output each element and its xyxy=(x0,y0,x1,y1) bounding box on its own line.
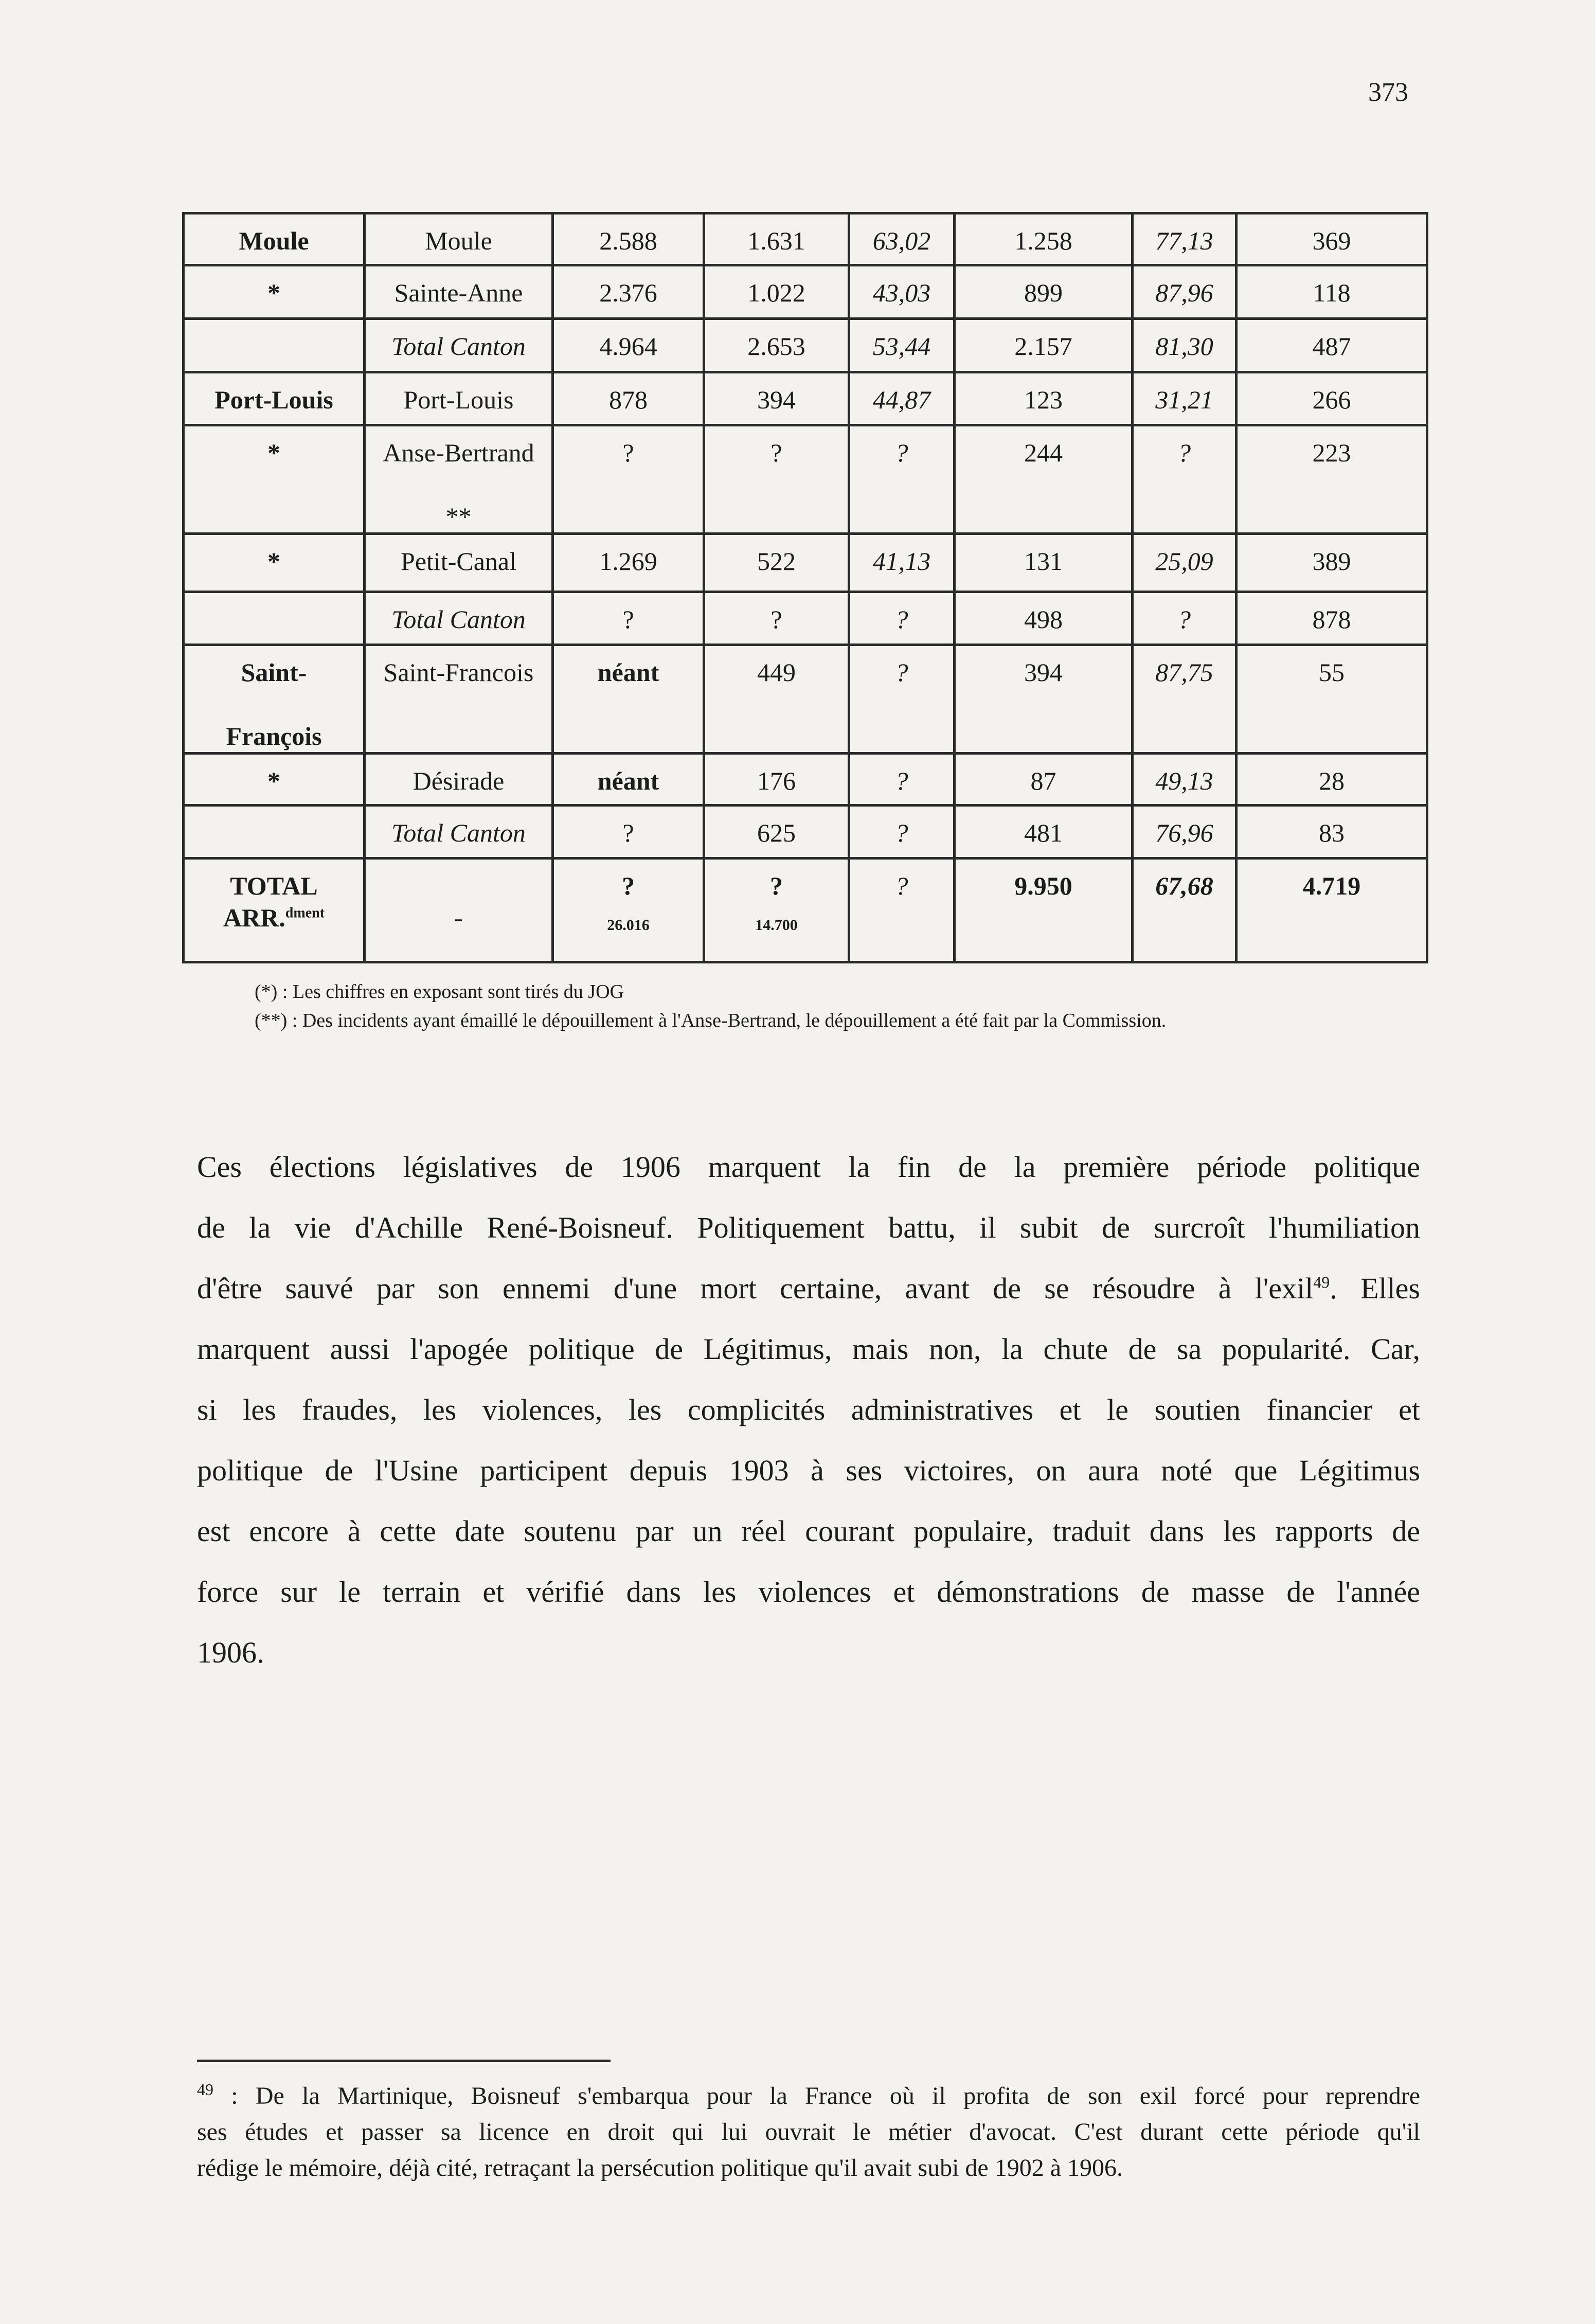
table-cell xyxy=(849,534,955,592)
cell-value: 67,68 xyxy=(1155,871,1213,900)
cell-value: ? xyxy=(895,818,908,847)
table-cell xyxy=(184,265,365,319)
table-cell xyxy=(1236,265,1427,319)
table-cell xyxy=(1133,319,1236,372)
cell-value: 1.631 xyxy=(747,226,805,255)
table-row xyxy=(184,213,1427,265)
table-row xyxy=(184,592,1427,645)
cell-value: ? xyxy=(622,438,634,467)
paragraph-line: marquent aussi l'apogée politique de Légitimus, mais non, la chute de sa popularité. Car, xyxy=(197,1332,1420,1366)
table-cell xyxy=(1236,534,1427,592)
cell-value: 394 xyxy=(1024,658,1063,687)
table-cell xyxy=(553,319,704,372)
table-row xyxy=(184,425,1427,534)
table-row xyxy=(184,754,1427,806)
table-cell xyxy=(704,213,849,265)
cell-value: 522 xyxy=(757,547,796,576)
table-cell xyxy=(1133,372,1236,425)
footnote-separator xyxy=(197,2060,611,2062)
table-cell xyxy=(704,372,849,425)
cell-value: 49,13 xyxy=(1155,766,1213,795)
table-cell xyxy=(955,213,1133,265)
table-cell xyxy=(849,592,955,645)
cell-value: Total Canton xyxy=(391,332,526,361)
table-cell xyxy=(955,534,1133,592)
cell-value: 87,96 xyxy=(1155,278,1213,307)
table-cell xyxy=(849,213,955,265)
paragraph-line: force sur le terrain et vérifié dans les violences et démonstrations de masse de l'année xyxy=(197,1575,1420,1608)
paragraph-line: Ces élections législatives de 1906 marquent la fin de la première période politique xyxy=(197,1150,1420,1184)
paragraph-line: de la vie d'Achille René-Boisneuf. Politiquement battu, il subit de surcroît l'humiliation xyxy=(197,1211,1420,1244)
cell-value: Petit-Canal xyxy=(401,547,516,576)
table-cell xyxy=(184,425,365,534)
table-cell xyxy=(365,425,553,534)
table-cell xyxy=(553,645,704,754)
cell-value: 87 xyxy=(1030,766,1056,795)
table-cell xyxy=(1133,754,1236,806)
table-cell xyxy=(1133,213,1236,265)
cell-value: 31,21 xyxy=(1155,385,1213,414)
table-cell xyxy=(553,592,704,645)
table-cell xyxy=(1236,213,1427,265)
table-cell xyxy=(184,859,365,962)
cell-value: ? xyxy=(895,438,908,467)
cell-value: Port-Louis xyxy=(214,385,333,414)
cell-value: Saint-Francois xyxy=(383,658,534,687)
cell-value: 1.269 xyxy=(599,547,657,576)
cell-value: ? xyxy=(622,605,634,634)
table-cell xyxy=(849,806,955,859)
table-cell xyxy=(1236,859,1427,962)
table-cell xyxy=(1133,534,1236,592)
table-row xyxy=(184,859,1427,962)
table-cell xyxy=(553,859,704,962)
table-cell xyxy=(704,319,849,372)
cell-value: 2.157 xyxy=(1014,332,1072,361)
table-cell xyxy=(365,265,553,319)
cell-value: 41,13 xyxy=(872,547,931,576)
cell-value: ? xyxy=(622,818,634,847)
cell-value: 76,96 xyxy=(1155,818,1213,847)
table-cell xyxy=(704,425,849,534)
cell-value: * xyxy=(267,278,280,307)
table-cell xyxy=(955,592,1133,645)
cell-value: ? xyxy=(622,871,635,900)
table-cell xyxy=(1236,425,1427,534)
cell-value: ? xyxy=(895,658,908,687)
table-cell xyxy=(704,592,849,645)
paragraph-line: 1906. xyxy=(197,1636,264,1669)
table-notes xyxy=(255,977,1166,1035)
table-cell xyxy=(704,645,849,754)
table-cell xyxy=(955,645,1133,754)
table-cell xyxy=(704,265,849,319)
table-cell xyxy=(1133,645,1236,754)
footnote-number: 49 xyxy=(197,2080,213,2099)
cell-value: néant xyxy=(597,658,659,687)
cell-value: 2.653 xyxy=(747,332,805,361)
cell-value: 2.588 xyxy=(599,226,657,255)
cell-value: ? xyxy=(770,605,782,634)
table-cell xyxy=(849,425,955,534)
cell-value: Désirade xyxy=(413,766,505,795)
cell-value: Sainte-Anne xyxy=(394,278,523,307)
table-cell xyxy=(704,754,849,806)
cell-value: ? xyxy=(1178,438,1191,467)
cell-value: TOTAL ARR. xyxy=(223,871,318,932)
cell-value: Anse-Bertrand ** xyxy=(383,438,534,531)
cell-value: 123 xyxy=(1024,385,1063,414)
cell-value: 498 xyxy=(1024,605,1063,634)
cell-superscript: dment xyxy=(285,905,325,921)
table-cell xyxy=(553,265,704,319)
cell-value: Port-Louis xyxy=(403,385,514,414)
cell-value: 266 xyxy=(1312,385,1351,414)
paragraph-line: politique de l'Usine participent depuis 1903 à ses victoires, on aura noté que Légitimus xyxy=(197,1454,1420,1487)
table-cell xyxy=(1236,754,1427,806)
cell-value: 44,87 xyxy=(872,385,931,414)
cell-value: 244 xyxy=(1024,438,1063,467)
table-cell xyxy=(365,592,553,645)
body-paragraph xyxy=(197,1137,1420,1683)
cell-value: 77,13 xyxy=(1155,226,1213,255)
cell-value: ? xyxy=(895,871,908,900)
cell-value: 28 xyxy=(1319,766,1345,795)
table-cell xyxy=(849,859,955,962)
table-row xyxy=(184,534,1427,592)
cell-secondary-value: 26.016 xyxy=(607,917,650,934)
table-cell xyxy=(955,806,1133,859)
cell-value: 43,03 xyxy=(872,278,931,307)
cell-value: 1.258 xyxy=(1014,226,1072,255)
table-cell xyxy=(1236,806,1427,859)
cell-value: Total Canton xyxy=(391,818,526,847)
table-cell xyxy=(365,534,553,592)
table-cell xyxy=(849,372,955,425)
table-cell xyxy=(553,534,704,592)
table-cell xyxy=(184,806,365,859)
table-cell xyxy=(365,319,553,372)
table-cell xyxy=(184,534,365,592)
table-cell xyxy=(955,425,1133,534)
cell-value: 625 xyxy=(757,818,796,847)
footnote-line: rédige le mémoire, déjà cité, retraçant la persécution politique qu'il avait subi de 1902 à 1906. xyxy=(197,2154,1123,2182)
footnote xyxy=(197,2078,1420,2186)
footnote-reference[interactable]: 49 xyxy=(1313,1273,1330,1292)
cell-value: 87,75 xyxy=(1155,658,1213,687)
table-cell xyxy=(1236,319,1427,372)
table-cell xyxy=(849,319,955,372)
table-cell xyxy=(553,425,704,534)
paragraph-line: est encore à cette date soutenu par un réel courant populaire, traduit dans les rapports de xyxy=(197,1514,1420,1548)
cell-value: Total Canton xyxy=(391,605,526,634)
cell-value: 4.964 xyxy=(599,332,657,361)
table-cell xyxy=(704,534,849,592)
table-cell xyxy=(553,754,704,806)
footnote-line: ses études et passer sa licence en droit qui lui ouvrait le métier d'avocat. C'est durant cette période qu'il xyxy=(197,2118,1420,2146)
cell-value: 878 xyxy=(1312,605,1351,634)
cell-value: ? xyxy=(770,438,782,467)
table-note: (**) : Des incidents ayant émaillé le dépouillement à l'Anse-Bertrand, le dépouillement a été fait par la Commission. xyxy=(255,1010,1167,1031)
cell-value: 487 xyxy=(1312,332,1351,361)
cell-value: 55 xyxy=(1319,658,1345,687)
table-cell xyxy=(1133,859,1236,962)
cell-value: 9.950 xyxy=(1014,871,1072,900)
cell-value: 369 xyxy=(1312,226,1351,255)
footnote-line: $^{49}$ : De la Martinique, Boisneuf s'embarqua pour la France où il profita de son exil forcé pour reprendre xyxy=(197,2080,1420,2110)
cell-value: 389 xyxy=(1312,547,1351,576)
cell-value: 481 xyxy=(1024,818,1063,847)
cell-value: 223 xyxy=(1312,438,1351,467)
cell-value: 878 xyxy=(609,385,648,414)
table-cell xyxy=(365,645,553,754)
table-cell xyxy=(955,754,1133,806)
cell-value: 1.022 xyxy=(747,278,805,307)
table-cell xyxy=(365,859,553,962)
table-cell xyxy=(553,372,704,425)
paragraph-line: si les fraudes, les violences, les complicités administratives et le soutien financier et xyxy=(197,1393,1420,1426)
cell-value: 25,09 xyxy=(1155,547,1213,576)
table-row xyxy=(184,372,1427,425)
cell-value: 81,30 xyxy=(1155,332,1213,361)
page-number: 373 xyxy=(1368,78,1408,107)
paragraph-line xyxy=(197,1258,1420,1319)
table-cell xyxy=(1133,806,1236,859)
table-cell xyxy=(955,319,1133,372)
cell-value: 4.719 xyxy=(1302,871,1361,900)
cell-value: ? xyxy=(1178,605,1191,634)
table-cell xyxy=(1236,372,1427,425)
paragraph-text: d'être sauvé par son ennemi d'une mort certaine, avant de se résoudre à l'exil xyxy=(197,1272,1314,1305)
cell-value: ? xyxy=(895,766,908,795)
cell-value: néant xyxy=(597,766,659,795)
table-cell xyxy=(184,319,365,372)
cell-value: 449 xyxy=(757,658,796,687)
paragraph-text: . Elles xyxy=(1330,1272,1420,1305)
table-cell xyxy=(955,265,1133,319)
table-cell xyxy=(955,859,1133,962)
table-cell xyxy=(704,806,849,859)
cell-secondary-value: 14.700 xyxy=(755,917,798,934)
table-cell xyxy=(553,213,704,265)
table-cell xyxy=(365,806,553,859)
cell-value: ? xyxy=(895,605,908,634)
cell-value: 2.376 xyxy=(599,278,657,307)
cell-value: ? xyxy=(770,871,783,900)
table-row xyxy=(184,265,1427,319)
table-cell xyxy=(849,754,955,806)
table-row xyxy=(184,319,1427,372)
cell-value: Moule xyxy=(239,226,309,255)
table-cell xyxy=(849,645,955,754)
cell-value: Saint- François xyxy=(226,658,322,750)
table-cell xyxy=(1133,265,1236,319)
cell-value: 899 xyxy=(1024,278,1063,307)
table-cell xyxy=(704,859,849,962)
table-cell xyxy=(849,265,955,319)
cell-value: 53,44 xyxy=(872,332,931,361)
table-cell xyxy=(955,372,1133,425)
cell-value: 394 xyxy=(757,385,796,414)
cell-value: * xyxy=(267,547,280,576)
table-row xyxy=(184,806,1427,859)
table-cell xyxy=(553,806,704,859)
cell-value: 131 xyxy=(1024,547,1063,576)
table-cell xyxy=(184,645,365,754)
cell-value: 83 xyxy=(1319,818,1345,847)
cell-value: * xyxy=(267,438,280,467)
table-cell xyxy=(1236,592,1427,645)
cell-value: 63,02 xyxy=(872,226,931,255)
table-cell xyxy=(365,372,553,425)
table-note: (*) : Les chiffres en exposant sont tirés du JOG xyxy=(255,981,624,1003)
cell-value: 118 xyxy=(1313,278,1351,307)
table-cell xyxy=(184,754,365,806)
table-cell xyxy=(184,213,365,265)
table-cell xyxy=(365,754,553,806)
table-cell xyxy=(184,372,365,425)
table-cell xyxy=(1236,645,1427,754)
table-cell xyxy=(184,592,365,645)
table-cell xyxy=(1133,425,1236,534)
table-cell xyxy=(1133,592,1236,645)
cell-value: - xyxy=(454,903,463,932)
table-cell xyxy=(365,213,553,265)
cell-value: 176 xyxy=(757,766,796,795)
cell-value: * xyxy=(267,766,280,795)
cell-value: Moule xyxy=(425,226,492,255)
table-row xyxy=(184,645,1427,754)
election-results-table xyxy=(182,212,1428,963)
